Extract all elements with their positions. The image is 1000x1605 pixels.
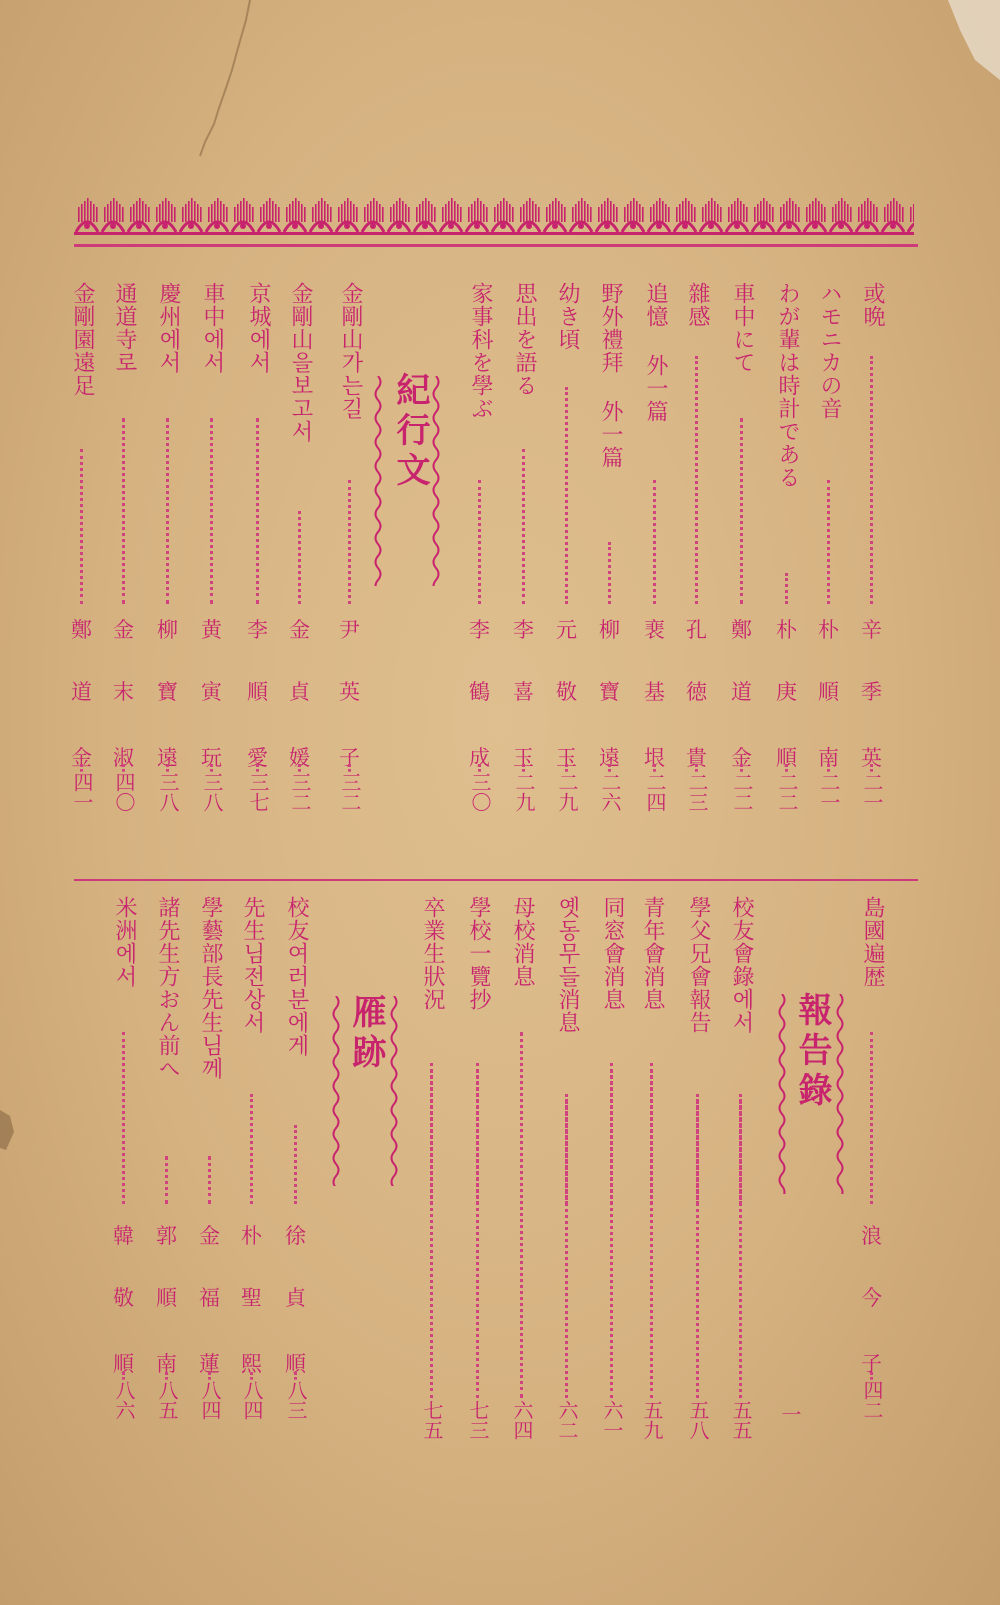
bottom-leader-dots bbox=[122, 1032, 128, 1204]
top-leader-dots bbox=[166, 418, 172, 604]
top-leader-dots bbox=[348, 480, 354, 604]
section-title-travel: 紀行文 bbox=[390, 372, 430, 492]
bottom-leader-dots bbox=[165, 1156, 171, 1204]
bottom-page-dots bbox=[870, 1372, 876, 1380]
bottom-page-number: 八六 bbox=[112, 1380, 136, 1420]
bottom-title: 옛동무들消息 bbox=[555, 896, 580, 1034]
top-author-char: 寅 bbox=[201, 680, 222, 704]
top-leader-dots bbox=[740, 418, 746, 604]
top-author-char: 喜 bbox=[513, 680, 534, 704]
middle-rule bbox=[74, 879, 918, 881]
top-author-char: 寶 bbox=[599, 680, 620, 704]
top-entry bbox=[595, 282, 625, 469]
bottom-entry bbox=[683, 896, 713, 1034]
top-author-char: 辛 bbox=[861, 618, 882, 642]
top-author-char: 鶴 bbox=[469, 680, 490, 704]
top-title: 車中에서 bbox=[200, 282, 225, 374]
bottom-page-number: 四二 bbox=[860, 1380, 884, 1420]
bottom-page-dots bbox=[696, 1094, 702, 1398]
bottom-entry bbox=[417, 896, 447, 1011]
section-bracket-right bbox=[388, 996, 400, 1186]
top-entry bbox=[465, 282, 495, 420]
top-author-char: 玩 bbox=[201, 746, 222, 770]
top-page-number: 三八 bbox=[156, 772, 180, 812]
bottom-author-char: 順 bbox=[285, 1352, 306, 1376]
bottom-title: 母校消息 bbox=[510, 896, 535, 988]
top-entry bbox=[857, 282, 887, 328]
top-author-char: 柳 bbox=[599, 618, 620, 642]
top-author-char: 順 bbox=[818, 680, 839, 704]
top-entry bbox=[682, 282, 712, 328]
top-page-number: 四一 bbox=[70, 772, 94, 812]
top-page-number: 三七 bbox=[246, 772, 270, 812]
top-leader-dots bbox=[565, 387, 571, 604]
top-entry bbox=[243, 282, 273, 374]
top-author-char: 李 bbox=[513, 618, 534, 642]
bottom-page-dots bbox=[294, 1372, 300, 1380]
top-page-dots bbox=[80, 764, 86, 772]
bottom-leader-dots bbox=[870, 1032, 876, 1204]
top-leader-dots bbox=[785, 573, 791, 604]
top-page-dots bbox=[653, 764, 659, 772]
top-page-number: 二一 bbox=[860, 772, 884, 812]
bottom-title: 學父兄會報告 bbox=[686, 896, 711, 1034]
top-title: 金剛園遠足 bbox=[70, 282, 95, 397]
top-author-char: 季 bbox=[861, 680, 882, 704]
bottom-page-number: 六四 bbox=[510, 1400, 534, 1440]
top-author-char: 南 bbox=[818, 746, 839, 770]
top-entry bbox=[727, 282, 757, 374]
top-author-char: 成 bbox=[469, 746, 490, 770]
top-page-dots bbox=[348, 764, 354, 772]
top-leader-dots bbox=[298, 511, 304, 604]
top-author-char: 玉 bbox=[556, 746, 577, 770]
top-author-char: 黄 bbox=[201, 618, 222, 642]
bottom-title: 諸先生方おん前へ bbox=[155, 896, 180, 1080]
top-entry bbox=[509, 282, 539, 397]
top-page-dots bbox=[256, 764, 262, 772]
top-title: 車中にて bbox=[730, 282, 755, 374]
top-author-char: 鄭 bbox=[71, 618, 92, 642]
bottom-author-char: 蓮 bbox=[199, 1352, 220, 1376]
top-author-char: 順 bbox=[776, 746, 797, 770]
top-author-char: 貴 bbox=[686, 746, 707, 770]
bottom-title: 卒業生狀況 bbox=[420, 896, 445, 1011]
top-leader-dots bbox=[695, 356, 701, 604]
section-bracket-left bbox=[330, 996, 342, 1186]
top-page-number: 三八 bbox=[200, 772, 224, 812]
bottom-entry bbox=[109, 896, 139, 988]
top-page-dots bbox=[166, 764, 172, 772]
top-rule bbox=[74, 244, 918, 247]
top-author-char: 寶 bbox=[157, 680, 178, 704]
bottom-entry bbox=[857, 896, 887, 988]
top-author-char: 金 bbox=[71, 746, 92, 770]
bottom-author-char: 今 bbox=[861, 1286, 882, 1310]
bottom-title: 校友여러분에게 bbox=[284, 896, 309, 1057]
section-title-letters: 雁跡 bbox=[346, 994, 386, 1074]
bottom-page-number: 八四 bbox=[198, 1380, 222, 1420]
top-leader-dots bbox=[522, 449, 528, 604]
top-page-dots bbox=[785, 764, 791, 772]
top-author-char: 裵 bbox=[644, 618, 665, 642]
bottom-title: 學校一覽抄 bbox=[466, 896, 491, 1011]
bottom-author-char: 金 bbox=[199, 1224, 220, 1248]
bottom-entry bbox=[637, 896, 667, 1011]
bottom-entry bbox=[463, 896, 493, 1011]
top-entry bbox=[772, 282, 802, 489]
top-author-char: 徳 bbox=[686, 680, 707, 704]
top-page-number: 二九 bbox=[512, 772, 536, 812]
top-page-dots bbox=[740, 764, 746, 772]
top-page-dots bbox=[695, 764, 701, 772]
top-author-char: 末 bbox=[113, 680, 134, 704]
top-title: 通道寺로 bbox=[112, 282, 137, 374]
top-page-number: 二二 bbox=[775, 772, 799, 812]
top-author-char: 金 bbox=[731, 746, 752, 770]
bottom-page-number: 六二 bbox=[555, 1400, 579, 1440]
top-author-char: 李 bbox=[247, 618, 268, 642]
bottom-page-dots bbox=[208, 1372, 214, 1380]
bottom-author-char: 子 bbox=[861, 1352, 882, 1376]
bottom-entry bbox=[237, 896, 267, 1034]
top-page-number: 二四 bbox=[643, 772, 667, 812]
bottom-title: 同窓會消息 bbox=[600, 896, 625, 1011]
bottom-page-dots bbox=[650, 1063, 656, 1398]
bottom-page-number: 一 bbox=[778, 1404, 802, 1424]
bottom-leader-dots bbox=[294, 1125, 300, 1204]
top-author-char: 道 bbox=[71, 680, 92, 704]
bottom-page-number: 八五 bbox=[155, 1380, 179, 1420]
top-title: 野外禮拜 外一篇 bbox=[598, 282, 623, 469]
bottom-page-dots bbox=[165, 1372, 171, 1380]
bottom-page-dots bbox=[565, 1094, 571, 1398]
bottom-page-number: 五五 bbox=[729, 1400, 753, 1440]
top-leader-dots bbox=[80, 449, 86, 604]
bottom-title: 學藝部長先生님께 bbox=[198, 896, 223, 1080]
top-author-char: 淑 bbox=[113, 746, 134, 770]
bottom-author-char: 熙 bbox=[241, 1352, 262, 1376]
top-leader-dots bbox=[608, 542, 614, 604]
top-page-number: 三二 bbox=[288, 772, 312, 812]
top-page-number: 四〇 bbox=[112, 772, 136, 812]
section-bracket-left bbox=[776, 994, 788, 1194]
top-author-char: 李 bbox=[469, 618, 490, 642]
bottom-author-char: 順 bbox=[156, 1286, 177, 1310]
top-entry bbox=[640, 282, 670, 423]
top-page-dots bbox=[522, 764, 528, 772]
section-bracket-right bbox=[430, 376, 442, 586]
bottom-leader-dots bbox=[250, 1094, 256, 1204]
bottom-author-char: 浪 bbox=[861, 1224, 882, 1248]
top-author-char: 基 bbox=[644, 680, 665, 704]
bottom-page-number: 八四 bbox=[240, 1380, 264, 1420]
top-author-char: 媛 bbox=[289, 746, 310, 770]
bottom-entry bbox=[152, 896, 182, 1080]
bottom-author-char: 郭 bbox=[156, 1224, 177, 1248]
top-entry bbox=[197, 282, 227, 374]
top-leader-dots bbox=[478, 480, 484, 604]
bottom-entry bbox=[726, 896, 756, 1034]
top-author-char: 玉 bbox=[513, 746, 534, 770]
bottom-author-char: 聖 bbox=[241, 1286, 262, 1310]
bottom-author-char: 南 bbox=[156, 1352, 177, 1376]
bottom-author-char: 朴 bbox=[241, 1224, 262, 1248]
bottom-title: 米洲에서 bbox=[112, 896, 137, 988]
top-author-char: 金 bbox=[113, 618, 134, 642]
top-entry bbox=[552, 282, 582, 351]
top-author-char: 順 bbox=[247, 680, 268, 704]
top-author-char: 元 bbox=[556, 618, 577, 642]
top-entry bbox=[153, 282, 183, 374]
top-author-char: 柳 bbox=[157, 618, 178, 642]
top-author-char: 庚 bbox=[776, 680, 797, 704]
top-title: 雜感 bbox=[685, 282, 710, 328]
top-page-dots bbox=[870, 764, 876, 772]
bottom-page-number: 七三 bbox=[466, 1400, 490, 1440]
bottom-page-dots bbox=[739, 1094, 745, 1398]
bottom-entry bbox=[507, 896, 537, 988]
bottom-page-number: 七五 bbox=[420, 1400, 444, 1440]
top-title: 思出を語る bbox=[512, 282, 537, 397]
bottom-title: 先生님전상서 bbox=[240, 896, 265, 1034]
top-author-char: 垠 bbox=[644, 746, 665, 770]
bottom-leader-dots bbox=[208, 1156, 214, 1204]
bottom-page-dots bbox=[250, 1372, 256, 1380]
bottom-entry bbox=[195, 896, 225, 1080]
bottom-page-number: 五八 bbox=[686, 1400, 710, 1440]
bottom-page-dots bbox=[430, 1063, 436, 1398]
bottom-page-dots bbox=[520, 1032, 526, 1398]
bottom-page-dots bbox=[122, 1372, 128, 1380]
top-page-dots bbox=[122, 764, 128, 772]
top-page-number: 二六 bbox=[598, 772, 622, 812]
top-page-number: 二九 bbox=[555, 772, 579, 812]
bottom-entry bbox=[597, 896, 627, 1011]
bottom-author-char: 順 bbox=[113, 1352, 134, 1376]
section-heading-report bbox=[782, 992, 842, 1202]
top-leader-dots bbox=[653, 480, 659, 604]
top-author-char: 遠 bbox=[157, 746, 178, 770]
top-entry bbox=[335, 282, 365, 420]
bottom-author-char: 敬 bbox=[113, 1286, 134, 1310]
top-leader-dots bbox=[870, 356, 876, 604]
bottom-title: 校友會錄에서 bbox=[729, 896, 754, 1034]
top-title: 幼き頃 bbox=[555, 282, 580, 351]
bottom-page-dots bbox=[610, 1063, 616, 1398]
top-page-number: 三〇 bbox=[468, 772, 492, 812]
top-title: ハモニカの音 bbox=[817, 282, 842, 420]
top-title: わが輩は時計である bbox=[775, 282, 800, 489]
ornamental-border bbox=[74, 182, 914, 238]
top-leader-dots bbox=[827, 480, 833, 604]
top-page-number: 二一 bbox=[817, 772, 841, 812]
top-author-char: 貞 bbox=[289, 680, 310, 704]
top-author-char: 愛 bbox=[247, 746, 268, 770]
section-title-report: 報告錄 bbox=[792, 992, 832, 1112]
top-page-dots bbox=[827, 764, 833, 772]
bottom-page-number: 五九 bbox=[640, 1400, 664, 1440]
bottom-page-number: 八三 bbox=[284, 1380, 308, 1420]
top-title: 追憶 外一篇 bbox=[643, 282, 668, 423]
top-page-dots bbox=[210, 764, 216, 772]
top-author-char: 金 bbox=[289, 618, 310, 642]
top-page-number: 二二 bbox=[730, 772, 754, 812]
top-title: 或晩 bbox=[860, 282, 885, 328]
top-leader-dots bbox=[256, 418, 262, 604]
top-author-char: 孔 bbox=[686, 618, 707, 642]
top-author-char: 朴 bbox=[818, 618, 839, 642]
top-title: 金剛山을보고서 bbox=[288, 282, 313, 443]
top-author-char: 英 bbox=[339, 680, 360, 704]
top-author-char: 道 bbox=[731, 680, 752, 704]
top-page-dots bbox=[565, 764, 571, 772]
top-author-char: 朴 bbox=[776, 618, 797, 642]
section-heading-letters bbox=[336, 994, 396, 1184]
top-author-char: 英 bbox=[861, 746, 882, 770]
top-author-char: 遠 bbox=[599, 746, 620, 770]
bottom-author-char: 福 bbox=[199, 1286, 220, 1310]
top-leader-dots bbox=[210, 418, 216, 604]
bottom-title: 青年會消息 bbox=[640, 896, 665, 1011]
top-author-char: 子 bbox=[339, 746, 360, 770]
top-page-dots bbox=[608, 764, 614, 772]
top-title: 家事科を學ぶ bbox=[468, 282, 493, 420]
top-page-dots bbox=[298, 764, 304, 772]
top-entry bbox=[285, 282, 315, 443]
bottom-author-char: 韓 bbox=[113, 1224, 134, 1248]
top-title: 京城에서 bbox=[246, 282, 271, 374]
section-bracket-left bbox=[372, 376, 384, 586]
bottom-entry bbox=[552, 896, 582, 1034]
bottom-author-char: 貞 bbox=[285, 1286, 306, 1310]
top-entry bbox=[814, 282, 844, 420]
top-entry bbox=[109, 282, 139, 374]
bottom-page-dots bbox=[476, 1063, 482, 1398]
section-bracket-right bbox=[834, 994, 846, 1194]
top-page-number: 二三 bbox=[685, 772, 709, 812]
top-page-dots bbox=[478, 764, 484, 772]
top-leader-dots bbox=[122, 418, 128, 604]
top-title: 金剛山가는길 bbox=[338, 282, 363, 420]
bottom-title: 島國遍歴 bbox=[860, 896, 885, 988]
bottom-entry bbox=[281, 896, 311, 1057]
top-title: 慶州에서 bbox=[156, 282, 181, 374]
top-page-number: 三二 bbox=[338, 772, 362, 812]
bottom-page-number: 六一 bbox=[600, 1400, 624, 1440]
top-author-char: 鄭 bbox=[731, 618, 752, 642]
top-author-char: 敬 bbox=[556, 680, 577, 704]
bottom-author-char: 徐 bbox=[285, 1224, 306, 1248]
top-entry bbox=[67, 282, 97, 397]
top-author-char: 尹 bbox=[339, 618, 360, 642]
